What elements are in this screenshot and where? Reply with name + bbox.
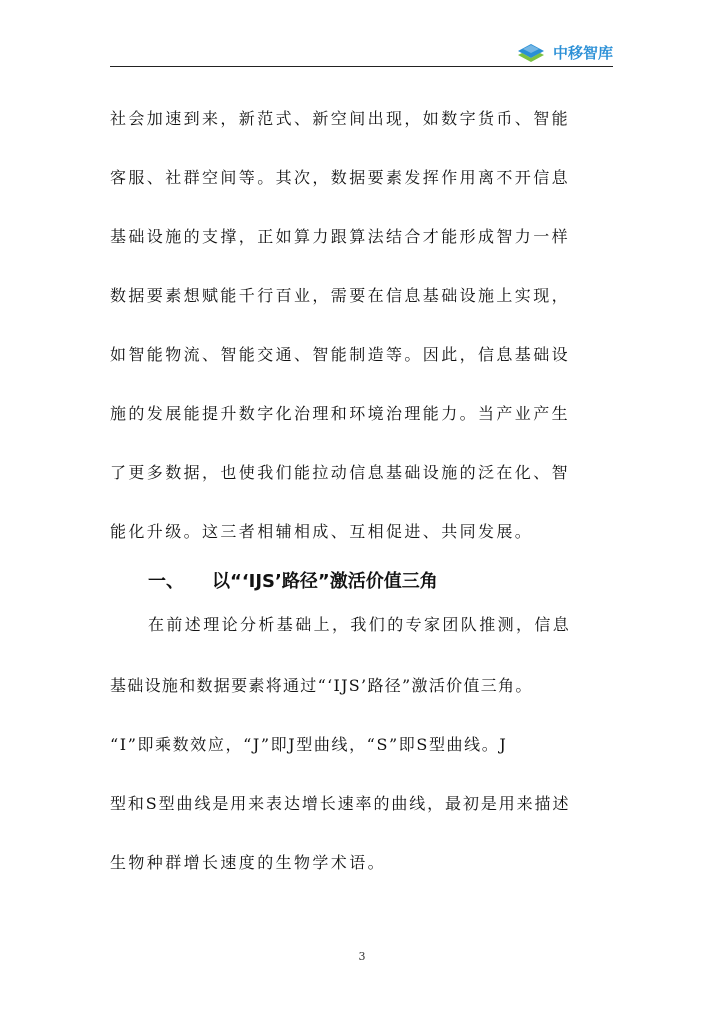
paragraph-line: 在前述理论分析基础上，我们的专家团队推测，信息 (148, 615, 572, 634)
china-mobile-logo-icon (515, 38, 549, 66)
brand-name: 中移智库 (552, 43, 613, 62)
paragraph-line: 数据要素想赋能千行百业，需要在信息基础设施上实现， (110, 286, 571, 305)
page-number: 3 (358, 950, 366, 963)
paragraph-line: 生物种群增长速度的生物学术语。 (110, 853, 387, 872)
paragraph-line: 能化升级。这三者相辅相成、互相促进、共同发展。 (110, 522, 534, 541)
section-title: 以“‘IJS’路径”激活价值三角 (212, 571, 438, 592)
paragraph-line: 基础设施和数据要素将通过“‘IJS’路径”激活价值三角。 (110, 676, 533, 695)
paragraph-line: 如智能物流、智能交通、智能制造等。因此，信息基础设 (110, 345, 571, 364)
section-number: 一、 (148, 571, 184, 592)
paragraph-line: 施的发展能提升数字化治理和环境治理能力。当产业产生 (110, 404, 571, 423)
section-heading (148, 570, 438, 594)
brand-logo (515, 38, 613, 66)
paragraph-line: 客服、社群空间等。其次，数据要素发挥作用离不开信息 (110, 168, 571, 187)
paragraph-line: “I”即乘数效应，“J”即J型曲线，“S”即S型曲线。J (110, 735, 508, 754)
paragraph-line: 基础设施的支撑，正如算力跟算法结合才能形成智力一样 (110, 227, 571, 246)
paragraph-line: 社会加速到来，新范式、新空间出现，如数字货币、智能 (110, 109, 571, 128)
paragraph-line: 型和S型曲线是用来表达增长速率的曲线，最初是用来描述 (110, 794, 571, 813)
page-header (110, 30, 613, 67)
paragraph-line: 了更多数据，也使我们能拉动信息基础设施的泛在化、智 (110, 463, 571, 482)
